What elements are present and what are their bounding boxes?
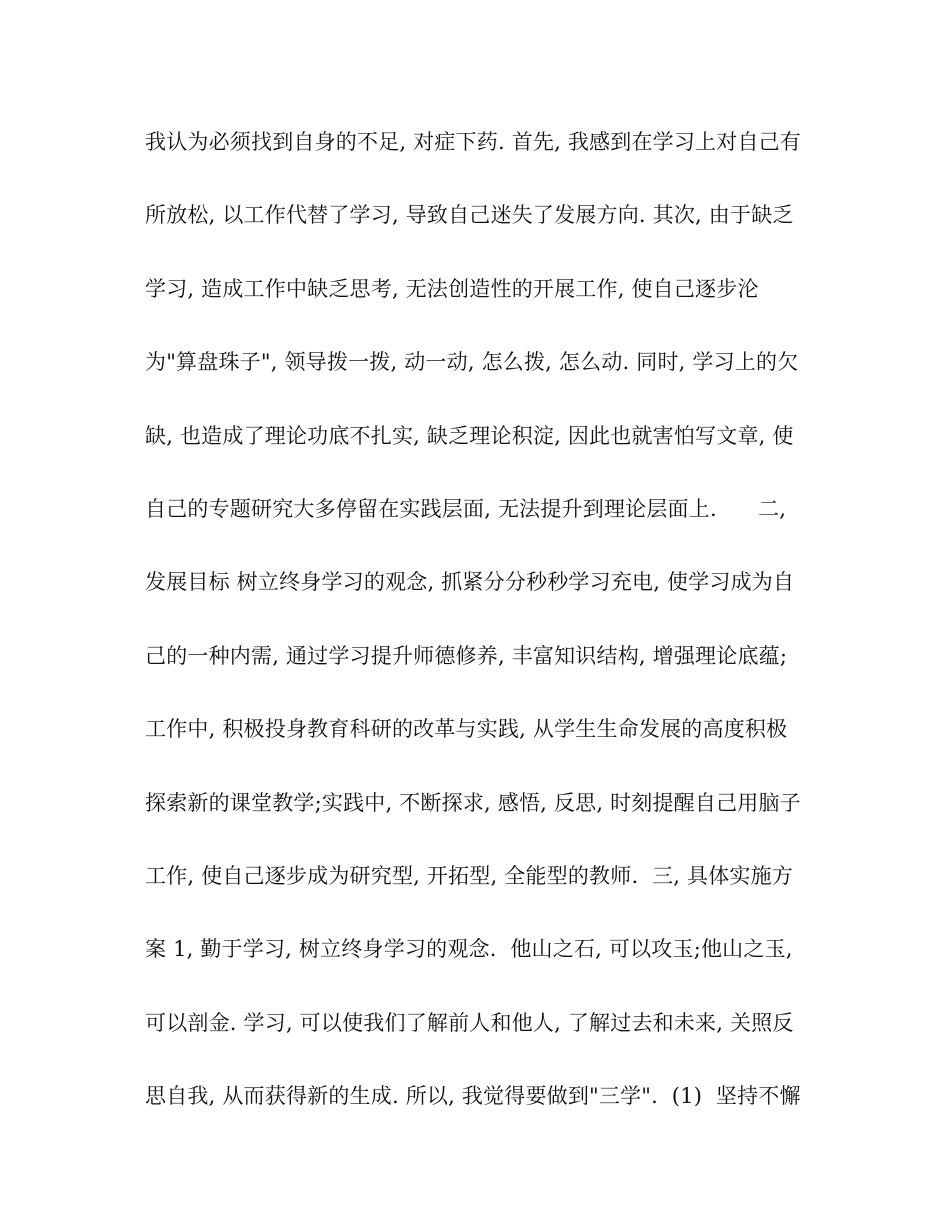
text-line: 所放松, 以工作代替了学习, 导致自己迷失了发展方向. 其次, 由于缺乏 (145, 203, 794, 228)
text-line: 思自我, 从而获得新的生成. 所以, 我觉得要做到"三学". (1) 坚持不懈 (145, 1084, 801, 1109)
text-line: 学习, 造成工作中缺乏思考, 无法创造性的开展工作, 使自己逐步沦 (145, 276, 759, 301)
text-line: 我认为必须找到自身的不足, 对症下药. 首先, 我感到在学习上对自己有 (145, 130, 802, 154)
text-line: 自己的专题研究大多停留在实践层面, 无法提升到理论层面上. 二, (145, 496, 787, 521)
text-line: 为"算盘珠子", 领导拨一拨, 动一动, 怎么拨, 怎么动. 同时, 学习上的欠 (145, 350, 799, 375)
text-line: 案 1, 勤于学习, 树立终身学习的观念. 他山之石, 可以攻玉;他山之玉, (145, 937, 793, 962)
text-line: 发展目标 树立终身学习的观念, 抓紧分分秒秒学习充电, 使学习成为自 (145, 570, 795, 595)
body-text (145, 120, 810, 1147)
text-line: 可以剖金. 学习, 可以使我们了解前人和他人, 了解过去和未来, 关照反 (145, 1010, 794, 1035)
text-line: 工作, 使自己逐步成为研究型, 开拓型, 全能型的教师. 三, 具体实施方 (145, 863, 794, 888)
text-line: 缺, 也造成了理论功底不扎实, 缺乏理论积淀, 因此也就害怕写文章, 使 (145, 423, 794, 448)
text-line: 己的一种内需, 通过学习提升师德修养, 丰富知识结构, 增强理论底蕴; (145, 643, 788, 668)
text-line: 工作中, 积极投身教育科研的改革与实践, 从学生生命发展的高度积极 (145, 717, 788, 742)
text-line: 探索新的课堂教学;实践中, 不断探求, 感悟, 反思, 时刻提醒自己用脑子 (145, 790, 801, 815)
